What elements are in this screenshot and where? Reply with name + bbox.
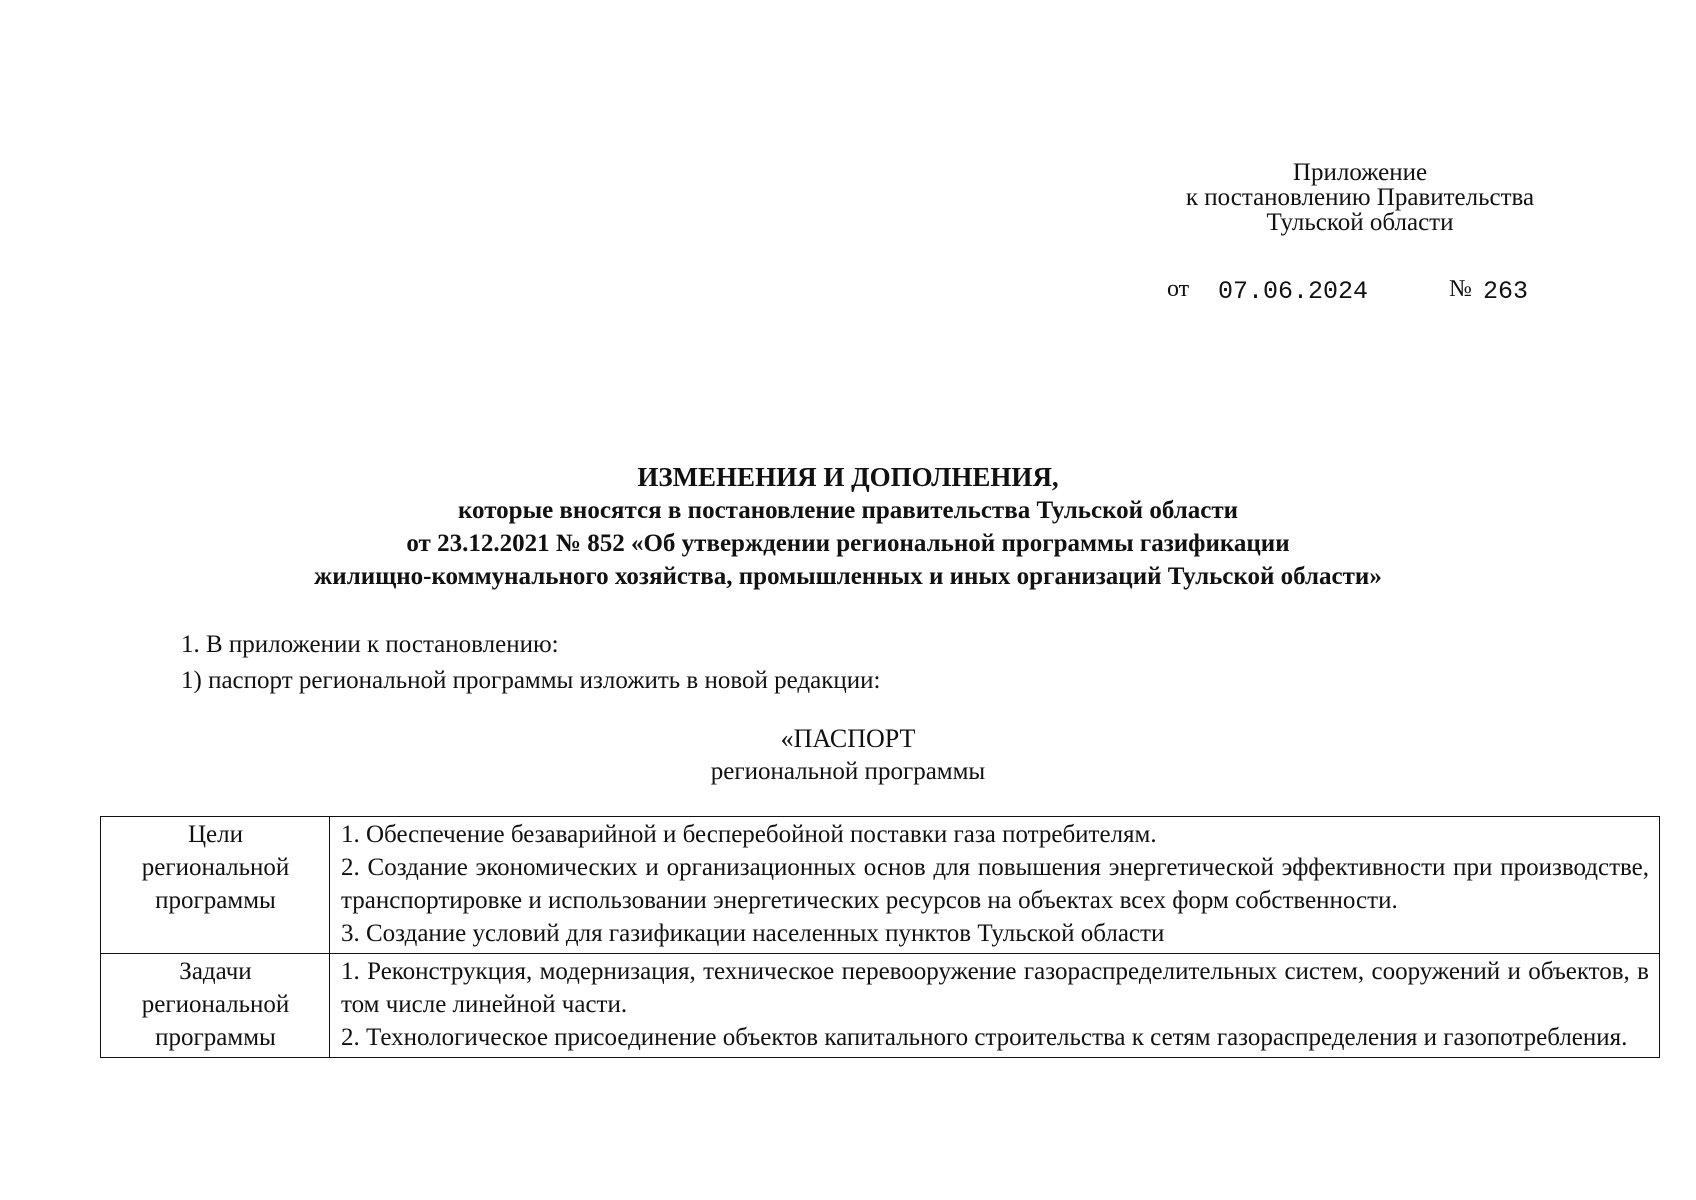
task-item: 2. Технологическое присоединение объектов капитального строительства к сетям газораспределения и газопотребления.: [341, 1024, 1628, 1051]
row-label-goals: [101, 817, 330, 954]
title-line-4: жилищно-коммунального хозяйства, промышленных и иных организаций Тульской области»: [314, 563, 1382, 590]
paragraph-item-1: 1. В приложении к постановлению:: [181, 631, 559, 658]
title-line-3: от 23.12.2021 № 852 «Об утверждении региональной программы газификации: [406, 530, 1290, 557]
row-content-tasks: [330, 954, 1660, 1058]
annex-reference: к постановлению Правительства: [1185, 184, 1535, 211]
passport-heading: «ПАСПОРТ: [780, 724, 916, 753]
row-label-tasks: [101, 954, 330, 1058]
label-line: Задачи: [179, 958, 252, 985]
label-line: региональной: [141, 991, 290, 1018]
decree-number: 263: [1483, 277, 1529, 306]
label-line: Цели: [187, 821, 243, 848]
label-line: региональной: [141, 854, 290, 881]
label-line: программы: [155, 1024, 276, 1051]
task-item: 1. Реконструкция, модернизация, техническое перевооружение газораспределительных систем, сооружений и объектов, в том числе линейной части.: [341, 958, 1649, 1018]
goal-item: 3. Создание условий для газификации населенных пунктов Тульской области: [341, 920, 1165, 947]
date-prefix: от: [1167, 276, 1190, 302]
table-row-tasks: [101, 954, 1660, 1058]
goal-item: 1. Обеспечение безаварийной и бесперебойной поставки газа потребителям.: [341, 821, 1157, 848]
table-row-goals: [101, 817, 1660, 954]
annex-region: Тульской области: [1266, 209, 1454, 236]
passport-table: [100, 816, 1660, 1058]
paragraph-item-1-1: 1) паспорт региональной программы изложить в новой редакции:: [181, 667, 881, 694]
annex-header: [1150, 160, 1570, 235]
document-title: [0, 461, 1696, 593]
row-content-goals: [330, 817, 1660, 954]
title-line-1: ИЗМЕНЕНИЯ И ДОПОЛНЕНИЯ,: [637, 462, 1059, 492]
goal-item: 2. Создание экономических и организационных основ для повышения энергетической эффективности при производстве, транспортировке и использовании энергетических ресурсов на объектах всех форм собственности.: [341, 854, 1649, 914]
number-prefix: №: [1449, 276, 1472, 302]
title-line-2: которые вносятся в постановление правительства Тульской области: [457, 497, 1239, 524]
passport-subheading: региональной программы: [710, 758, 986, 785]
decree-date: 07.06.2024: [1218, 277, 1369, 306]
annex-title: Приложение: [1292, 159, 1428, 186]
label-line: программы: [155, 887, 276, 914]
